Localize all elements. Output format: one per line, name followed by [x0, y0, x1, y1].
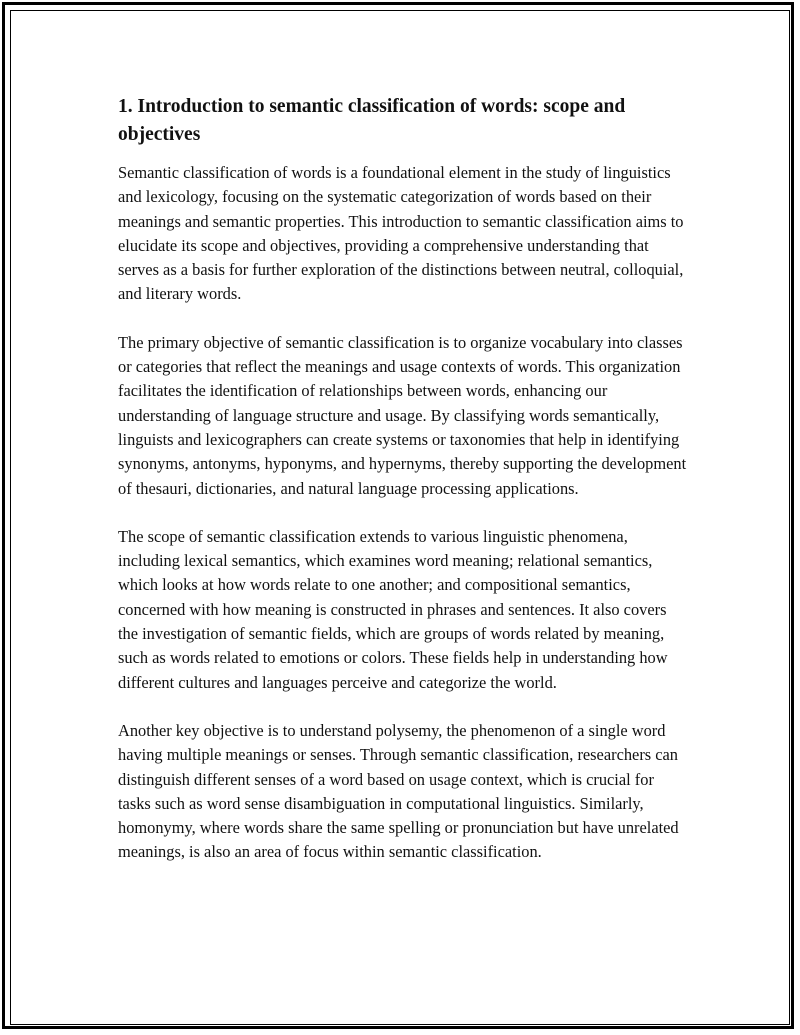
paragraph-intro: Semantic classification of words is a foundational element in the study of linguistics and lexicology, focusing on the systematic categorization of words based on their meanings and semantic properties. This introduction to semantic classification aims to elucidate its scope and objectives, providing a comprehensive understanding that serves as a basis for further exploration of the distinctions between neutral, colloquial, and literary words. [118, 163, 684, 304]
paragraph-primary-objective: The primary objective of semantic classification is to organize vocabulary into classes or categories that reflect the meanings and usage contexts of words. This organization facilitates the identification of relationships between words, enhancing our understanding of language structure and usage. By classifying words semantically, linguists and lexicographers can create systems or taxonomies that help in identifying synonyms, antonyms, hyponyms, and hypernyms, thereby supporting the development of thesauri, dictionaries, and natural language processing applications. [118, 332, 687, 498]
document-body [118, 93, 688, 889]
section-heading: 1. Introduction to semantic classification of words: scope and objectives [118, 96, 626, 145]
paragraph-scope: The scope of semantic classification extends to various linguistic phenomena, including lexical semantics, which examines word meaning; relational semantics, which looks at how words relate to one another; and compositional semantics, concerned with how meaning is constructed in phrases and sentences. It also covers the investigation of semantic fields, which are groups of words related by meaning, such as words related to emotions or colors. These fields help in understanding how different cultures and languages perceive and categorize the world. [118, 526, 668, 692]
paragraph-polysemy: Another key objective is to understand polysemy, the phenomenon of a single word having multiple meanings or senses. Through semantic classification, researchers can distinguish different senses of a word based on usage context, which is crucial for tasks such as word sense disambiguation in computational linguistics. Similarly, homonymy, where words share the same spelling or pronunciation but have unrelated meanings, is also an area of focus within semantic classification. [118, 720, 679, 862]
